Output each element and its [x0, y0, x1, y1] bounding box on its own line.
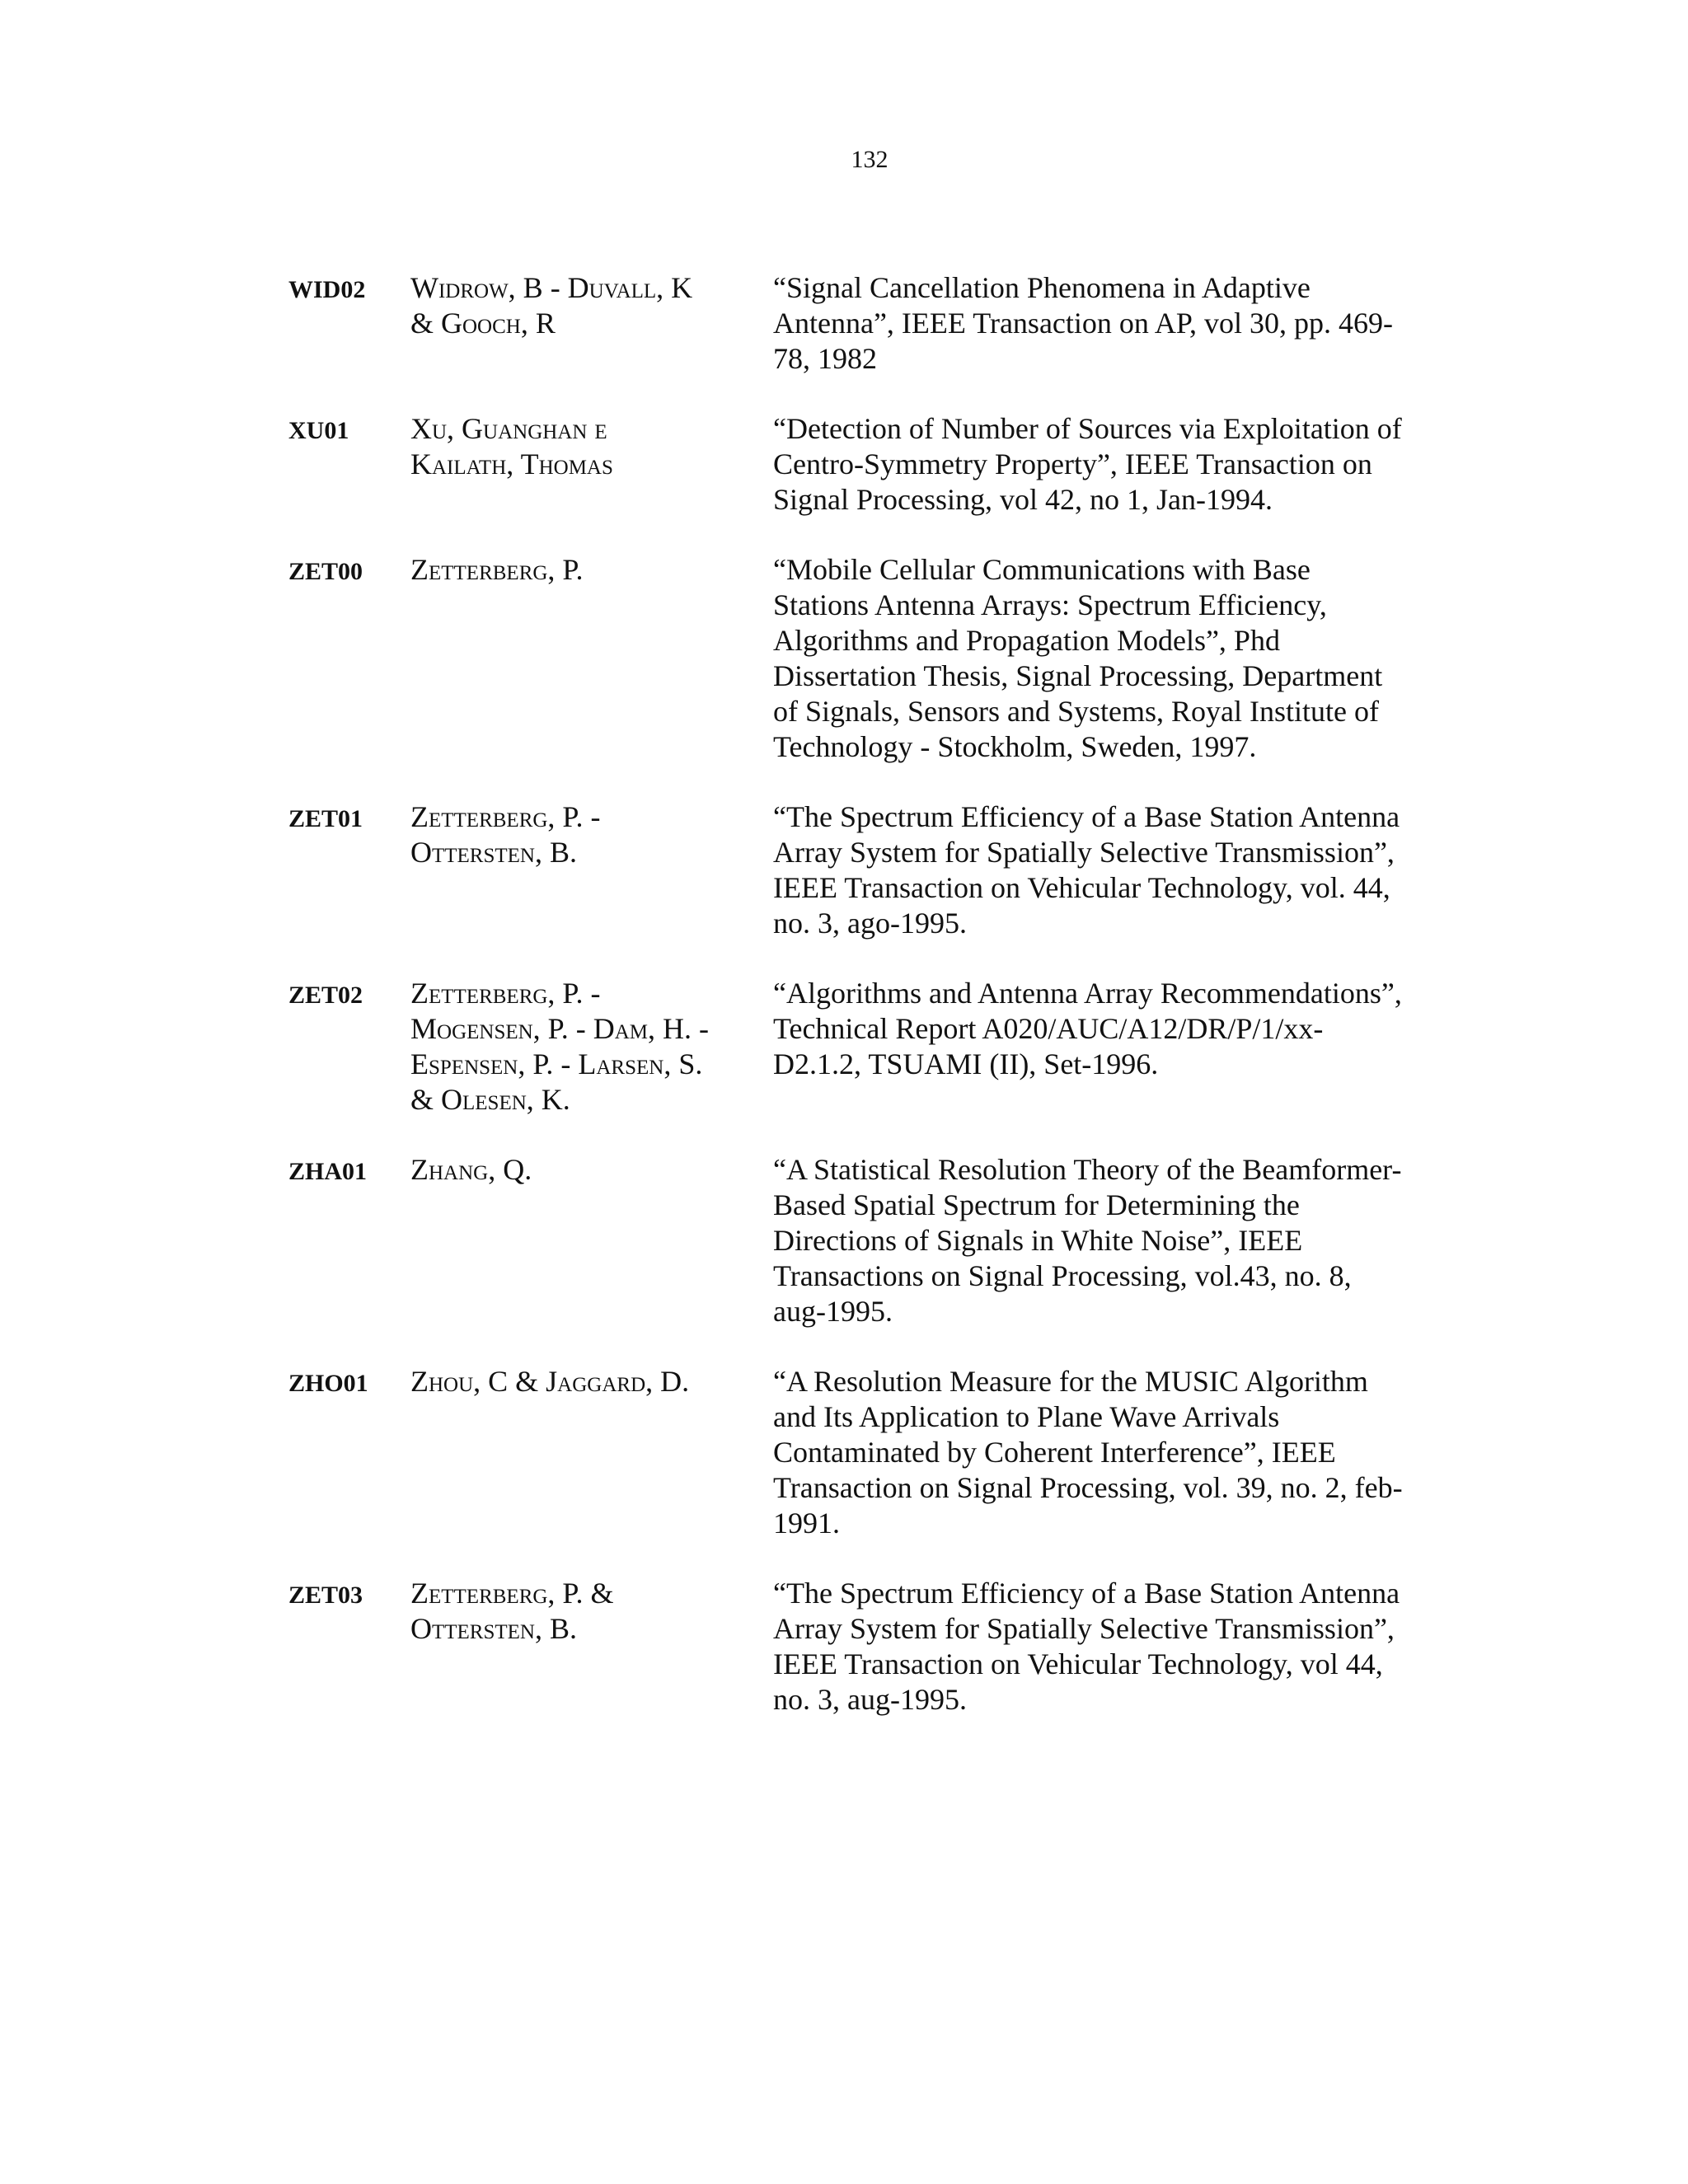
reference-citation: “The Spectrum Efficiency of a Base Station Antenna Array System for Spatially Selective Transmission”, IEEE Transaction on Vehicular Technology, vol 44, no. 3, aug-1995. [773, 1577, 1400, 1716]
author-line: Zetterberg, P. & [410, 1577, 614, 1610]
reference-entry [288, 1364, 1442, 1541]
author-line: Zetterberg, P. - [410, 977, 601, 1010]
reference-entry [288, 976, 1442, 1118]
reference-list [288, 270, 1442, 1752]
author-line: Zetterberg, P. [410, 553, 584, 586]
reference-citation: “A Statistical Resolution Theory of the Beamformer- Based Spatial Spectrum for Determining the Directions of Signals in White Noise”, IEEE Transactions on Signal Processing, vol.43, no. 8, aug-1995. [773, 1153, 1402, 1328]
author-line: Zhang, Q. [410, 1153, 532, 1186]
author-line: Espensen, P. - Larsen, S. [410, 1047, 703, 1080]
reference-citation: “Algorithms and Antenna Array Recommendations”, Technical Report A020/AUC/A12/DR/P/1/xx- D2.1.2, TSUAMI (II), Set-1996. [773, 977, 1402, 1080]
reference-key: ZHA01 [288, 1158, 368, 1185]
reference-citation: “Signal Cancellation Phenomena in Adaptive Antenna”, IEEE Transaction on AP, vol 30, pp. 469- 78, 1982 [773, 271, 1393, 375]
reference-authors [410, 976, 773, 1118]
reference-citation: “Mobile Cellular Communications with Base Stations Antenna Arrays: Spectrum Efficiency, Algorithms and Propagation Models”, Phd Dissertation Thesis, Signal Processing, Department of Signals, Sensors and Systems, Royal Institute of Technology - Stockholm, Sweden, 1997. [773, 553, 1383, 763]
author-line: & Olesen, K. [410, 1083, 570, 1116]
reference-citation: “The Spectrum Efficiency of a Base Station Antenna Array System for Spatially Selective Transmission”, IEEE Transaction on Vehicular Technology, vol. 44, no. 3, ago-1995. [773, 800, 1400, 940]
reference-entry [288, 799, 1442, 941]
reference-key: XU01 [288, 417, 349, 444]
author-line: Zetterberg, P. - [410, 800, 601, 833]
author-line: Zhou, C & Jaggard, D. [410, 1365, 690, 1398]
reference-authors [410, 1152, 773, 1188]
reference-key: ZHO01 [288, 1370, 368, 1397]
page-number: 132 [851, 146, 889, 173]
reference-entry [288, 1152, 1442, 1329]
reference-entry [288, 552, 1442, 765]
reference-authors [410, 552, 773, 588]
author-line: Mogensen, P. - Dam, H. - [410, 1012, 709, 1045]
author-line: Kailath, Thomas [410, 448, 613, 480]
reference-citation: “Detection of Number of Sources via Exploitation of Centro-Symmetry Property”, IEEE Transaction on Signal Processing, vol 42, no 1, Jan-1994. [773, 412, 1402, 516]
author-line: Ottersten, B. [410, 1612, 577, 1645]
reference-key: ZET02 [288, 982, 363, 1009]
reference-citation: “A Resolution Measure for the MUSIC Algorithm and Its Application to Plane Wave Arrivals Contaminated by Coherent Interference”, IEEE Transaction on Signal Processing, vol. 39, no. 2, feb- 1991. [773, 1365, 1403, 1540]
reference-authors [410, 270, 773, 341]
reference-key: ZET00 [288, 558, 363, 585]
reference-key: ZET03 [288, 1582, 363, 1609]
reference-entry [288, 1576, 1442, 1718]
author-line: & Gooch, R [410, 307, 556, 340]
reference-authors [410, 1576, 773, 1647]
author-line: Xu, Guanghan e [410, 412, 607, 445]
reference-authors [410, 799, 773, 870]
reference-key: WID02 [288, 276, 366, 303]
reference-entry [288, 411, 1442, 518]
reference-entry [288, 270, 1442, 377]
reference-key: ZET01 [288, 805, 363, 832]
reference-authors [410, 411, 773, 482]
author-line: Widrow, B - Duvall, K [410, 271, 693, 304]
reference-authors [410, 1364, 773, 1399]
author-line: Ottersten, B. [410, 836, 577, 869]
